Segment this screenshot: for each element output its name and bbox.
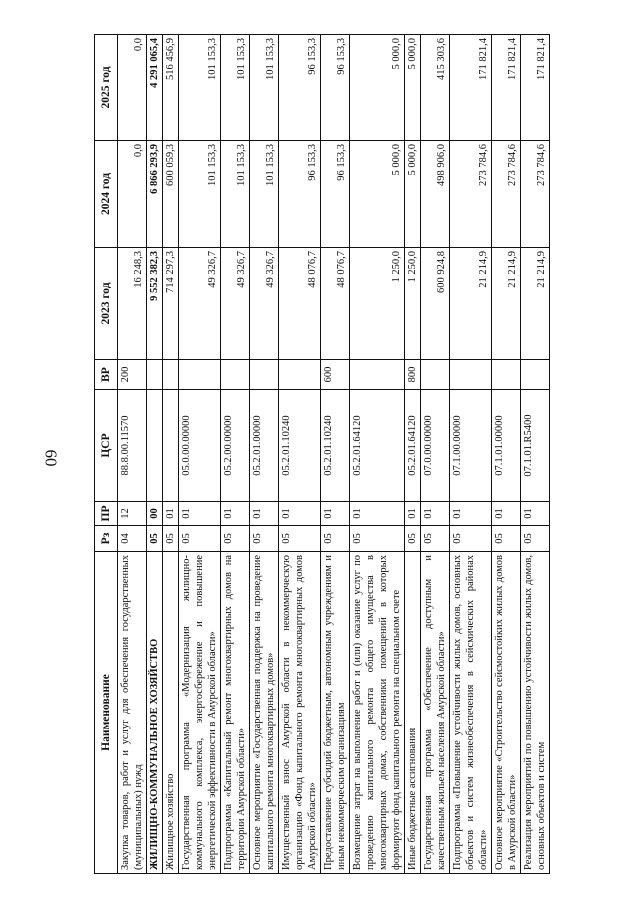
cell-pr: 01 [279,502,321,526]
header-2025: 2025 год [95,35,118,141]
cell-2023: 48 076,7 [321,248,350,360]
cell-rz: 05 [179,526,221,552]
cell-2024: 101 153,3 [179,141,221,248]
cell-2023: 49 326,7 [179,248,221,360]
cell-2025: 171 821,4 [492,35,521,141]
cell-pr: 01 [321,502,350,526]
cell-rz: 05 [221,526,250,552]
cell-2024: 273 784,6 [450,141,492,248]
cell-rz: 05 [250,526,279,552]
cell-csr: 05.2.01.10240 [279,390,321,502]
cell-2023: 16 248,3 [118,248,147,360]
cell-rz: 05 [321,526,350,552]
cell-2025: 415 303,6 [421,35,450,141]
cell-2023: 21 214,9 [521,248,550,360]
cell-vr: 600 [321,360,350,390]
cell-rz: 05 [350,526,405,552]
table-row [279,35,321,874]
cell-rz: 05 [405,526,421,552]
cell-pr: 01 [405,502,421,526]
cell-2025: 171 821,4 [450,35,492,141]
cell-csr: 07.1.01.R5400 [521,390,550,502]
cell-2023: 48 076,7 [279,248,321,360]
cell-2025: 5 000,0 [350,35,405,141]
cell-rz: 05 [421,526,450,552]
cell-csr: 05.2.01.10240 [321,390,350,502]
cell-name: Предоставление субсидий бюджетным, автономным учреждениям и иным некоммерческим организациям [321,552,350,874]
cell-rz: 05 [163,526,179,552]
cell-csr: 05.2.00.00000 [221,390,250,502]
cell-2023: 600 924,8 [421,248,450,360]
cell-2024: 0,0 [118,141,147,248]
budget-table [94,34,550,874]
table-row [421,35,450,874]
cell-vr [450,360,492,390]
cell-pr: 01 [163,502,179,526]
cell-name: Закупка товаров, работ и услуг для обеспечения государственных (муниципальных) нужд [118,552,147,874]
cell-name: Государственная программа «Модернизация жилищно-коммунального комплекса, энергосбережение и повышение энергетической эффективности в Амурской области» [179,552,221,874]
cell-2023: 1 250,0 [350,248,405,360]
cell-2024: 600 059,3 [163,141,179,248]
cell-2024: 96 153,3 [321,141,350,248]
header-2023: 2023 год [95,248,118,360]
cell-vr [163,360,179,390]
cell-2024: 101 153,3 [250,141,279,248]
cell-pr: 01 [492,502,521,526]
table-row [147,35,163,874]
cell-vr [350,360,405,390]
cell-vr: 800 [405,360,421,390]
cell-rz: 05 [147,526,163,552]
cell-2024: 498 906,0 [421,141,450,248]
cell-pr: 01 [450,502,492,526]
table-row [118,35,147,874]
cell-vr [492,360,521,390]
cell-name: Основное мероприятие «Строительство сейсмостойких жилых домов в Амурской области» [492,552,521,874]
header-2024: 2024 год [95,141,118,248]
cell-name: Имущественный взнос Амурской области в некоммерческую организацию «Фонд капитального ремонта многоквартирных домов Амурской области» [279,552,321,874]
cell-vr [221,360,250,390]
cell-name: Государственная программа «Обеспечение доступным и качественным жильем населения Амурской области» [421,552,450,874]
cell-pr: 01 [350,502,405,526]
cell-pr: 01 [421,502,450,526]
cell-csr [163,390,179,502]
cell-name: Жилищное хозяйство [163,552,179,874]
cell-2025: 4 291 065,4 [147,35,163,141]
table-row [521,35,550,874]
cell-name: Реализация мероприятий по повышению устойчивости жилых домов, основных объектов и систем [521,552,550,874]
rotated-page-frame [94,35,571,874]
cell-name: Подпрограмма «Повышение устойчивости жилых домов, основных объектов и систем жизнеобеспечения в сейсмических районах области» [450,552,492,874]
cell-2025: 5 000,0 [405,35,421,141]
cell-2023: 49 326,7 [221,248,250,360]
cell-rz: 05 [450,526,492,552]
header-rz: Рз [95,526,118,552]
cell-csr: 07.0.00.00000 [421,390,450,502]
table-row [450,35,492,874]
table-header-row [95,35,118,874]
cell-name: ЖИЛИЩНО-КОММУНАЛЬНОЕ ХОЗЯЙСТВО [147,552,163,874]
cell-csr [147,390,163,502]
cell-2025: 101 153,3 [250,35,279,141]
cell-2025: 101 153,3 [221,35,250,141]
cell-2024: 5 000,0 [350,141,405,248]
cell-pr: 12 [118,502,147,526]
cell-vr [179,360,221,390]
cell-rz: 05 [521,526,550,552]
cell-csr: 05.2.01.64120 [350,390,405,502]
header-vr: ВР [95,360,118,390]
cell-pr: 00 [147,502,163,526]
cell-2024: 5 000,0 [405,141,421,248]
cell-name: Подпрограмма «Капитальный ремонт многоквартирных домов на территории Амурской области» [221,552,250,874]
cell-csr: 05.2.01.00000 [250,390,279,502]
cell-2025: 171 821,4 [521,35,550,141]
cell-2023: 21 214,9 [450,248,492,360]
cell-csr: 07.1.00.00000 [450,390,492,502]
cell-2024: 273 784,6 [521,141,550,248]
table-row [179,35,221,874]
table-row [492,35,521,874]
cell-2023: 49 326,7 [250,248,279,360]
cell-2024: 96 153,3 [279,141,321,248]
cell-vr [250,360,279,390]
cell-vr [521,360,550,390]
cell-name: Иные бюджетные ассигнования [405,552,421,874]
cell-rz: 05 [279,526,321,552]
cell-2023: 714 297,3 [163,248,179,360]
cell-2025: 96 153,3 [279,35,321,141]
cell-csr: 05.0.00.00000 [179,390,221,502]
cell-pr: 01 [521,502,550,526]
budget-table-sheet [94,35,571,874]
header-pr: ПР [95,502,118,526]
table-body [118,35,550,874]
cell-2023: 9 552 382,3 [147,248,163,360]
cell-2025: 101 153,3 [179,35,221,141]
cell-csr: 05.2.01.64120 [405,390,421,502]
table-row [350,35,405,874]
cell-name: Возмещение затрат на выполнение работ и (или) оказание услуг по проведению капитального ремонта общего имущества в многоквартирных домах, собственники помещений в которых формируют фонд капитального ремонта на специальном счете [350,552,405,874]
cell-2024: 101 153,3 [221,141,250,248]
cell-vr [147,360,163,390]
cell-vr [421,360,450,390]
table-row [405,35,421,874]
cell-pr: 01 [179,502,221,526]
cell-2024: 6 866 293,9 [147,141,163,248]
header-name: Наименование [95,552,118,874]
cell-csr: 07.1.01.00000 [492,390,521,502]
cell-name: Основное мероприятие «Государственная поддержка на проведение капитального ремонта многоквартирных домов» [250,552,279,874]
table-row [321,35,350,874]
cell-rz: 04 [118,526,147,552]
cell-2023: 1 250,0 [405,248,421,360]
header-csr: ЦСР [95,390,118,502]
table-row [163,35,179,874]
cell-vr [279,360,321,390]
table-row [250,35,279,874]
cell-2025: 96 153,3 [321,35,350,141]
table-row [221,35,250,874]
cell-pr: 01 [221,502,250,526]
cell-csr: 88.8.00.11570 [118,390,147,502]
cell-2024: 273 784,6 [492,141,521,248]
cell-pr: 01 [250,502,279,526]
cell-vr: 200 [118,360,147,390]
cell-2025: 0,0 [118,35,147,141]
cell-2023: 21 214,9 [492,248,521,360]
cell-rz: 05 [492,526,521,552]
page-number: 60 [41,449,61,467]
cell-2025: 516 456,9 [163,35,179,141]
